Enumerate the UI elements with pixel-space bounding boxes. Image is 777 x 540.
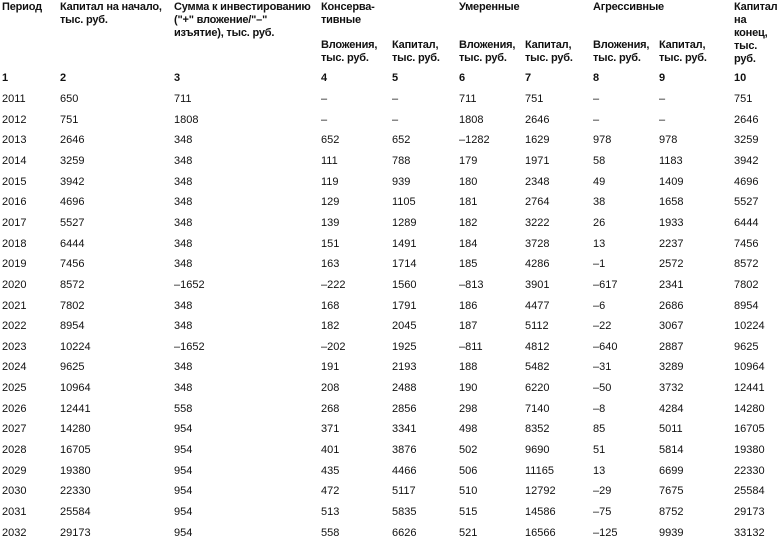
table-cell: 2013: [2, 134, 27, 147]
table-cell: 151: [321, 237, 340, 250]
table-cell: 12441: [734, 382, 765, 395]
table-cell: –31: [593, 361, 612, 374]
table-cell: 3222: [525, 216, 550, 229]
table-cell: 4477: [525, 299, 550, 312]
table-cell: 129: [321, 196, 340, 209]
table-cell: 1925: [392, 340, 417, 353]
table-cell: 5482: [525, 361, 550, 374]
table-cell: 2887: [659, 340, 684, 353]
table-cell: 506: [459, 464, 478, 477]
table-cell: 268: [321, 402, 340, 415]
table-cell: –1282: [459, 134, 490, 147]
table-cell: 1560: [392, 278, 417, 291]
table-cell: 652: [392, 134, 411, 147]
table-cell: 2031: [2, 506, 27, 518]
table-cell: 51: [593, 444, 606, 456]
table-cell: 111: [321, 154, 338, 167]
table-cell: 2348: [525, 175, 550, 188]
table-cell: 181: [459, 196, 478, 209]
table-cell: 521: [459, 526, 478, 539]
table-cell: 12441: [60, 402, 91, 415]
table-cell: 182: [459, 216, 478, 229]
table-cell: 751: [60, 113, 79, 126]
table-cell: 978: [659, 134, 678, 147]
table-cell: 348: [174, 237, 193, 250]
table-cell: 9625: [734, 340, 759, 353]
table-cell: 3876: [392, 444, 417, 456]
column-number: 3: [174, 72, 181, 84]
table-cell: 2045: [392, 320, 417, 333]
table-cell: 2027: [2, 423, 27, 436]
column-number: 7: [525, 72, 532, 84]
table-cell: 2488: [392, 382, 417, 395]
table-cell: 2029: [2, 464, 27, 477]
table-cell: 650: [60, 93, 79, 105]
table-cell: 7456: [734, 237, 759, 250]
subheader-conservative-invest: Вложения, тыс. руб.: [321, 39, 378, 64]
table-cell: 954: [174, 464, 193, 477]
table-cell: 4466: [392, 464, 417, 477]
table-cell: 11165: [525, 464, 554, 477]
table-cell: 5527: [60, 216, 85, 229]
table-cell: –811: [459, 340, 483, 353]
table-cell: 558: [174, 402, 193, 415]
table-cell: 3259: [734, 134, 759, 147]
table-cell: 8352: [525, 423, 550, 436]
table-cell: –: [593, 93, 600, 105]
table-cell: 513: [321, 506, 340, 518]
table-cell: 1491: [392, 237, 417, 250]
table-cell: 558: [321, 526, 340, 539]
column-number: 5: [392, 72, 399, 84]
table-cell: 2023: [2, 340, 27, 353]
table-cell: 7675: [659, 485, 684, 498]
table-cell: 2764: [525, 196, 550, 209]
table-cell: 163: [321, 258, 340, 271]
table-cell: 3259: [60, 154, 85, 167]
table-cell: 8752: [659, 506, 684, 518]
table-cell: 182: [321, 320, 340, 333]
table-cell: 348: [174, 154, 193, 167]
table-cell: 515: [459, 506, 478, 518]
table-cell: 1409: [659, 175, 684, 188]
table-cell: 510: [459, 485, 478, 498]
table-cell: 2646: [525, 113, 550, 126]
table-cell: 3067: [659, 320, 684, 333]
table-cell: 711: [459, 93, 477, 105]
table-cell: 10964: [60, 382, 91, 395]
table-cell: 3341: [392, 423, 417, 436]
table-cell: 6220: [525, 382, 550, 395]
table-cell: 5527: [734, 196, 759, 209]
table-cell: 1289: [392, 216, 417, 229]
table-cell: 7140: [525, 402, 550, 415]
table-cell: 3728: [525, 237, 550, 250]
table-cell: 14586: [525, 506, 556, 518]
table-cell: 16705: [60, 444, 91, 456]
table-cell: 2030: [2, 485, 27, 498]
table-cell: –640: [593, 340, 618, 353]
table-cell: 3289: [659, 361, 684, 374]
table-cell: 9690: [525, 444, 550, 456]
table-cell: 1971: [525, 154, 550, 167]
table-cell: 3732: [659, 382, 684, 395]
table-cell: 1105: [392, 196, 416, 209]
table-cell: 2020: [2, 278, 27, 291]
table-cell: 8572: [734, 258, 759, 271]
column-number: 8: [593, 72, 600, 84]
table-cell: 186: [459, 299, 478, 312]
table-cell: 2032: [2, 526, 27, 539]
table-cell: 348: [174, 361, 193, 374]
subheader-moderate-capital: Капитал, тыс. руб.: [525, 39, 573, 64]
table-cell: 401: [321, 444, 340, 456]
table-cell: 208: [321, 382, 340, 395]
table-cell: 2572: [659, 258, 684, 271]
table-cell: 1183: [659, 154, 683, 167]
table-cell: –50: [593, 382, 612, 395]
table-cell: 19380: [734, 444, 765, 456]
table-cell: 4812: [525, 340, 550, 353]
table-cell: 472: [321, 485, 340, 498]
table-cell: 2014: [2, 154, 27, 167]
table-cell: 29173: [734, 506, 765, 518]
header-capital-end: Капитал на конец, тыс. руб.: [734, 1, 777, 65]
table-cell: 180: [459, 175, 478, 188]
table-cell: –75: [593, 506, 612, 518]
table-cell: 371: [321, 423, 340, 436]
table-cell: 1791: [392, 299, 417, 312]
table-cell: 184: [459, 237, 478, 250]
table-cell: 4286: [525, 258, 550, 271]
subheader-aggressive-capital: Капитал, тыс. руб.: [659, 39, 707, 64]
table-cell: 348: [174, 216, 193, 229]
header-capital-start: Капитал на начало, тыс. руб.: [60, 1, 162, 26]
table-cell: –: [659, 113, 666, 126]
table-cell: 954: [174, 423, 193, 436]
table-cell: 6626: [392, 526, 417, 539]
table-cell: 25584: [734, 485, 765, 498]
table-cell: 29173: [60, 526, 91, 539]
table-cell: 4284: [659, 402, 684, 415]
table-cell: 348: [174, 258, 193, 271]
table-cell: 22330: [734, 464, 765, 477]
table-cell: 6444: [734, 216, 759, 229]
table-cell: 954: [174, 444, 193, 456]
table-cell: 788: [392, 154, 411, 167]
table-cell: 7456: [60, 258, 85, 271]
table-cell: 22330: [60, 485, 91, 498]
table-cell: –8: [593, 402, 606, 415]
table-cell: –202: [321, 340, 346, 353]
table-cell: –125: [593, 526, 618, 539]
table-cell: 1658: [659, 196, 684, 209]
table-cell: –1652: [174, 278, 205, 291]
column-number: 6: [459, 72, 466, 84]
table-cell: 3942: [734, 154, 759, 167]
column-number: 10: [734, 72, 747, 84]
table-cell: 2646: [734, 113, 759, 126]
table-cell: 348: [174, 134, 193, 147]
table-cell: 190: [459, 382, 478, 395]
table-cell: 9939: [659, 526, 684, 539]
table-cell: 8954: [734, 299, 759, 312]
table-cell: –: [321, 113, 328, 126]
table-cell: 13: [593, 237, 606, 250]
table-cell: 38: [593, 196, 606, 209]
subheader-moderate-invest: Вложения, тыс. руб.: [459, 39, 516, 64]
table-cell: 3901: [525, 278, 550, 291]
table-cell: 2025: [2, 382, 27, 395]
table-cell: 5117: [392, 485, 416, 498]
table-cell: 5011: [659, 423, 683, 436]
table-cell: 298: [459, 402, 478, 415]
table-cell: 348: [174, 320, 193, 333]
table-cell: 168: [321, 299, 340, 312]
table-cell: –6: [593, 299, 606, 312]
table-cell: 2017: [2, 216, 27, 229]
table-cell: 939: [392, 175, 411, 188]
table-cell: 2341: [659, 278, 684, 291]
table-cell: –1: [593, 258, 606, 271]
table-cell: 2021: [2, 299, 27, 312]
table-cell: 7802: [734, 278, 759, 291]
table-cell: 1808: [459, 113, 484, 126]
table-cell: 49: [593, 175, 606, 188]
table-cell: 2024: [2, 361, 27, 374]
table-cell: 14280: [734, 402, 765, 415]
table-cell: –: [392, 93, 399, 105]
table-cell: 6699: [659, 464, 684, 477]
table-cell: 188: [459, 361, 478, 374]
table-cell: 2856: [392, 402, 417, 415]
table-cell: 1629: [525, 134, 550, 147]
table-cell: 8954: [60, 320, 85, 333]
table-cell: 5814: [659, 444, 684, 456]
header-aggressive: Агрессивные: [593, 1, 664, 13]
header-period: Период: [2, 1, 42, 13]
table-cell: 26: [593, 216, 606, 229]
header-conservative: Консерва-тивные: [321, 1, 375, 26]
table-cell: 4696: [734, 175, 759, 188]
table-cell: 16566: [525, 526, 556, 539]
table-cell: 13: [593, 464, 606, 477]
table-cell: 139: [321, 216, 340, 229]
table-cell: 2022: [2, 320, 27, 333]
table-cell: 2646: [60, 134, 85, 147]
table-cell: 8572: [60, 278, 85, 291]
table-cell: 85: [593, 423, 606, 436]
table-cell: 10224: [60, 340, 91, 353]
table-cell: 179: [459, 154, 478, 167]
table-cell: –29: [593, 485, 612, 498]
table-cell: –22: [593, 320, 612, 333]
table-cell: 348: [174, 299, 193, 312]
table-cell: 2019: [2, 258, 27, 271]
table-cell: –: [659, 93, 666, 105]
table-cell: –: [321, 93, 328, 105]
table-cell: 185: [459, 258, 478, 271]
subheader-aggressive-invest: Вложения, тыс. руб.: [593, 39, 650, 64]
table-cell: 348: [174, 175, 193, 188]
column-number: 4: [321, 72, 328, 84]
table-cell: –: [593, 113, 600, 126]
table-cell: 19380: [60, 464, 91, 477]
table-cell: 10964: [734, 361, 765, 374]
header-moderate: Умеренные: [459, 1, 520, 13]
table-cell: 6444: [60, 237, 85, 250]
table-cell: 2028: [2, 444, 27, 456]
table-cell: 1933: [659, 216, 684, 229]
table-cell: 2011: [2, 93, 26, 105]
table-cell: 5835: [392, 506, 417, 518]
table-cell: 4696: [60, 196, 85, 209]
column-number: 2: [60, 72, 67, 84]
table-cell: 14280: [60, 423, 91, 436]
header-invest-sum: Сумма к инвестированию ("+" вложение/"–" изъятие), тыс. руб.: [174, 1, 311, 39]
table-cell: 2686: [659, 299, 684, 312]
table-cell: 978: [593, 134, 612, 147]
table-cell: 2016: [2, 196, 27, 209]
table-cell: 348: [174, 382, 193, 395]
table-cell: 191: [321, 361, 340, 374]
table-cell: 5112: [525, 320, 549, 333]
table-cell: 1808: [174, 113, 199, 126]
table-cell: 751: [525, 93, 544, 105]
table-cell: 187: [459, 320, 478, 333]
table-cell: 2018: [2, 237, 27, 250]
table-cell: 954: [174, 506, 193, 518]
table-cell: 58: [593, 154, 606, 167]
table-cell: 652: [321, 134, 340, 147]
column-number: 1: [2, 72, 9, 84]
table-cell: 3942: [60, 175, 85, 188]
table-cell: 12792: [525, 485, 556, 498]
table-cell: –813: [459, 278, 484, 291]
table-cell: –: [392, 113, 399, 126]
table-cell: 435: [321, 464, 340, 477]
table-cell: –1652: [174, 340, 205, 353]
table-cell: 348: [174, 196, 193, 209]
table-cell: 25584: [60, 506, 91, 518]
table-cell: 954: [174, 526, 193, 539]
table-cell: 502: [459, 444, 478, 456]
table-cell: 16705: [734, 423, 765, 436]
table-cell: 7802: [60, 299, 85, 312]
table-cell: –222: [321, 278, 346, 291]
table-cell: 33132: [734, 526, 765, 539]
table-cell: 751: [734, 93, 753, 105]
table-cell: 119: [321, 175, 339, 188]
table-cell: 1714: [392, 258, 417, 271]
column-number: 9: [659, 72, 666, 84]
table-cell: 9625: [60, 361, 85, 374]
subheader-conservative-capital: Капитал, тыс. руб.: [392, 39, 440, 64]
table-cell: 2193: [392, 361, 417, 374]
table-cell: 711: [174, 93, 192, 105]
table-cell: –617: [593, 278, 618, 291]
table-cell: 498: [459, 423, 478, 436]
table-cell: 2026: [2, 402, 27, 415]
table-cell: 10224: [734, 320, 765, 333]
table-cell: 2237: [659, 237, 684, 250]
table-cell: 954: [174, 485, 193, 498]
table-cell: 2015: [2, 175, 27, 188]
table-cell: 2012: [2, 113, 27, 126]
